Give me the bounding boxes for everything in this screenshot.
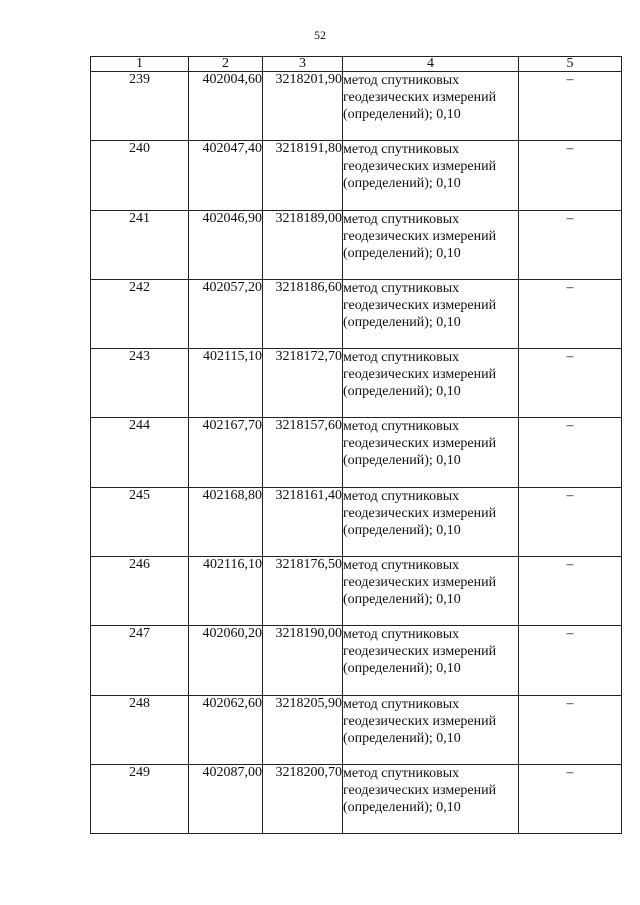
point-number-cell: 247 (91, 626, 189, 695)
note-cell: – (519, 279, 622, 348)
point-number-cell: 246 (91, 557, 189, 626)
x-coordinate-cell: 402115,10 (189, 349, 263, 418)
table-row (91, 764, 622, 833)
point-number-cell: 241 (91, 210, 189, 279)
y-coordinate-cell: 3218191,80 (263, 141, 343, 210)
header-row (91, 57, 622, 72)
method-accuracy-cell: метод спутниковых геодезических измерений (определений); 0,10 (343, 557, 519, 626)
note-cell: – (519, 418, 622, 487)
method-accuracy-cell: метод спутниковых геодезических измерений (определений); 0,10 (343, 279, 519, 348)
y-coordinate-cell: 3218161,40 (263, 487, 343, 556)
header-cell-3: 3 (263, 57, 343, 72)
method-accuracy-cell: метод спутниковых геодезических измерений (определений); 0,10 (343, 349, 519, 418)
note-cell: – (519, 141, 622, 210)
method-accuracy-cell: метод спутниковых геодезических измерений (определений); 0,10 (343, 487, 519, 556)
point-number-cell: 245 (91, 487, 189, 556)
point-number-cell: 244 (91, 418, 189, 487)
x-coordinate-cell: 402004,60 (189, 72, 263, 141)
x-coordinate-cell: 402047,40 (189, 141, 263, 210)
table-body (91, 72, 622, 834)
point-number-cell: 243 (91, 349, 189, 418)
method-accuracy-cell: метод спутниковых геодезических измерений (определений); 0,10 (343, 626, 519, 695)
table-row (91, 141, 622, 210)
method-accuracy-cell: метод спутниковых геодезических измерений (определений); 0,10 (343, 764, 519, 833)
x-coordinate-cell: 402167,70 (189, 418, 263, 487)
table-row (91, 557, 622, 626)
y-coordinate-cell: 3218157,60 (263, 418, 343, 487)
point-number-cell: 240 (91, 141, 189, 210)
method-accuracy-cell: метод спутниковых геодезических измерений (определений); 0,10 (343, 210, 519, 279)
x-coordinate-cell: 402060,20 (189, 626, 263, 695)
table-row (91, 487, 622, 556)
y-coordinate-cell: 3218176,50 (263, 557, 343, 626)
header-cell-5: 5 (519, 57, 622, 72)
table-row (91, 418, 622, 487)
point-number-cell: 239 (91, 72, 189, 141)
x-coordinate-cell: 402168,80 (189, 487, 263, 556)
y-coordinate-cell: 3218186,60 (263, 279, 343, 348)
page-number: 52 (314, 28, 326, 42)
y-coordinate-cell: 3218172,70 (263, 349, 343, 418)
table-row (91, 72, 622, 141)
header-cell-1: 1 (91, 57, 189, 72)
note-cell: – (519, 349, 622, 418)
header-cell-4: 4 (343, 57, 519, 72)
method-accuracy-cell: метод спутниковых геодезических измерений (определений); 0,10 (343, 141, 519, 210)
table-row (91, 695, 622, 764)
coordinates-table (90, 56, 622, 834)
method-accuracy-cell: метод спутниковых геодезических измерений (определений); 0,10 (343, 418, 519, 487)
note-cell: – (519, 557, 622, 626)
note-cell: – (519, 764, 622, 833)
y-coordinate-cell: 3218189,00 (263, 210, 343, 279)
point-number-cell: 249 (91, 764, 189, 833)
header-cell-2: 2 (189, 57, 263, 72)
note-cell: – (519, 487, 622, 556)
table-row (91, 626, 622, 695)
table-row (91, 210, 622, 279)
x-coordinate-cell: 402116,10 (189, 557, 263, 626)
y-coordinate-cell: 3218200,70 (263, 764, 343, 833)
y-coordinate-cell: 3218190,00 (263, 626, 343, 695)
y-coordinate-cell: 3218205,90 (263, 695, 343, 764)
y-coordinate-cell: 3218201,90 (263, 72, 343, 141)
point-number-cell: 242 (91, 279, 189, 348)
x-coordinate-cell: 402062,60 (189, 695, 263, 764)
point-number-cell: 248 (91, 695, 189, 764)
table-row (91, 349, 622, 418)
note-cell: – (519, 72, 622, 141)
x-coordinate-cell: 402087,00 (189, 764, 263, 833)
table-row (91, 279, 622, 348)
note-cell: – (519, 695, 622, 764)
note-cell: – (519, 210, 622, 279)
x-coordinate-cell: 402057,20 (189, 279, 263, 348)
method-accuracy-cell: метод спутниковых геодезических измерений (определений); 0,10 (343, 72, 519, 141)
note-cell: – (519, 626, 622, 695)
method-accuracy-cell: метод спутниковых геодезических измерений (определений); 0,10 (343, 695, 519, 764)
x-coordinate-cell: 402046,90 (189, 210, 263, 279)
